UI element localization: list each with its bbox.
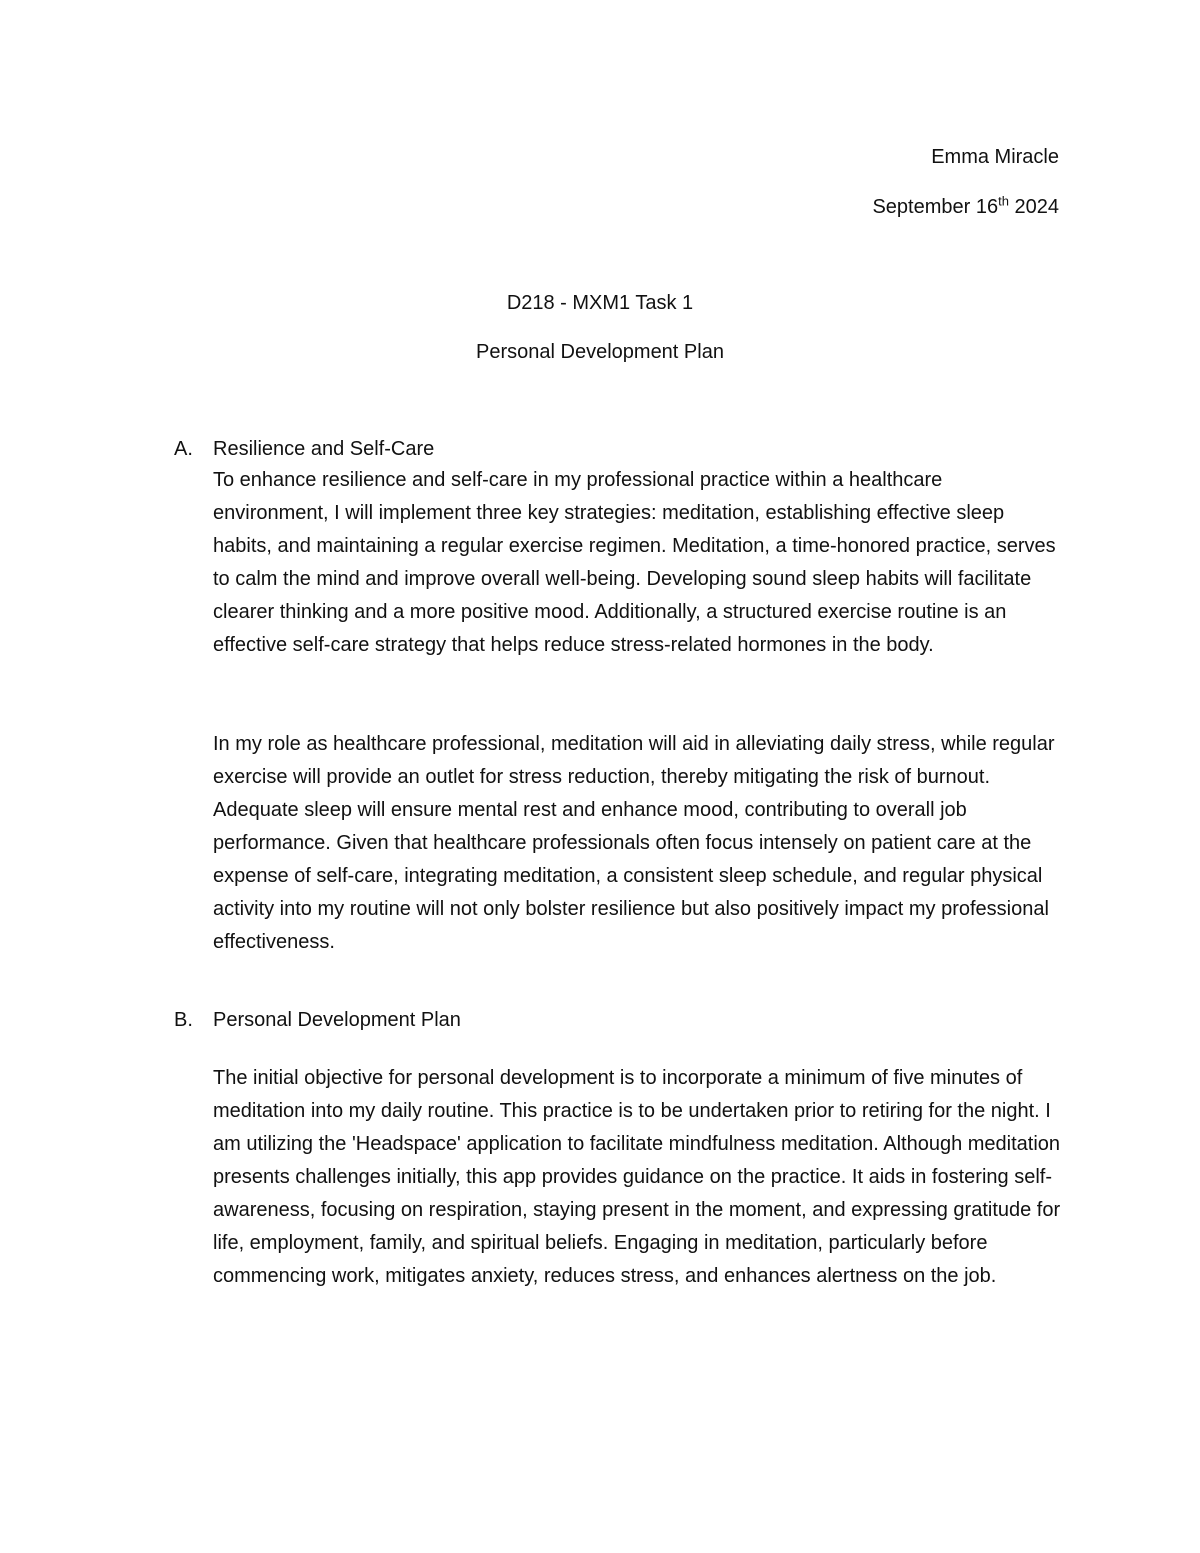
section-b-marker: B.	[174, 1009, 193, 1031]
section-b-heading: Personal Development Plan	[213, 1009, 461, 1031]
document-title: Personal Development Plan	[476, 341, 724, 363]
section-a-heading: Resilience and Self-Care	[213, 438, 435, 460]
course-title: D218 - MXM1 Task 1	[506, 292, 694, 314]
section-a-marker: A.	[174, 438, 193, 460]
date-ordinal-suffix: th	[998, 193, 1009, 209]
document-date	[872, 195, 1059, 219]
date-month-day: September 16	[872, 196, 999, 218]
author-name: Emma Miracle	[931, 146, 1059, 168]
section-b-paragraph-1: The initial objective for personal development is to incorporate a minimum of five minutes of meditation into my daily routine. This practice is to be undertaken prior to retiring for the night. I am utilizing the 'Headspace' application to facilitate mindfulness meditation. Although meditation presents challenges initially, this app provides guidance on the practice. It aids in fostering self-awareness, focusing on respiration, staying present in the moment, and expressing gratitude for life, employment, family, and spiritual beliefs. Engaging in meditation, particularly before commencing work, mitigates anxiety, reduces stress, and enhances alertness on the job.	[213, 1067, 1061, 1287]
date-year: 2024	[1008, 196, 1059, 218]
section-a-paragraph-2: In my role as healthcare professional, meditation will aid in alleviating daily stress, while regular exercise will provide an outlet for stress reduction, thereby mitigating the risk of burnout. Adequate sleep will ensure mental rest and enhance mood, contributing to overall job performance. Given that healthcare professionals often focus intensely on patient care at the expense of self-care, integrating meditation, a consistent sleep schedule, and regular physical activity into my routine will not only bolster resilience but also positively impact my professional effectiveness.	[213, 733, 1055, 953]
section-a-paragraph-1: To enhance resilience and self-care in my professional practice within a healthcare environment, I will implement three key strategies: meditation, establishing effective sleep habits, and maintaining a regular exercise regimen. Meditation, a time-honored practice, serves to calm the mind and improve overall well-being. Developing sound sleep habits will facilitate clearer thinking and a more positive mood. Additionally, a structured exercise routine is an effective self-care strategy that helps reduce stress-related hormones in the body.	[213, 469, 1056, 656]
